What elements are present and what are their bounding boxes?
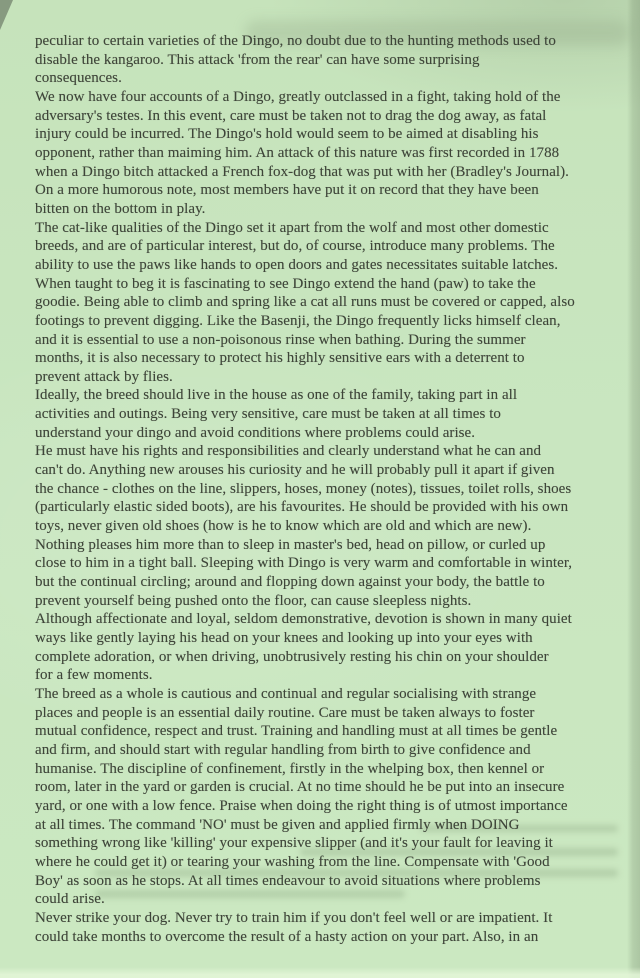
paragraph: [35, 32, 617, 88]
text-line: can't do. Anything new arouses his curiosity and he will probably pull it apart if given: [35, 462, 555, 479]
text-line: for a few moments.: [35, 667, 153, 684]
text-line: when a Dingo bitch attacked a French fox-dog that was put with her (Bradley's Journal).: [35, 163, 569, 180]
text-line: (particularly elastic sided boots), are his favourites. He should be provided with his own: [35, 499, 569, 516]
text-line: bitten on the bottom in play.: [35, 200, 206, 217]
page-right-edge-shadow: [627, 0, 640, 978]
text-line: The cat-like qualities of the Dingo set it apart from the wolf and most other domestic: [35, 219, 549, 236]
text-line: Boy' as soon as he stops. At all times endeavour to avoid situations where problems: [35, 872, 541, 889]
text-line: mutual confidence, respect and trust. Training and handling must at all times be gentle: [35, 723, 558, 740]
paragraph: [35, 610, 617, 685]
text-line: consequences.: [35, 70, 122, 87]
text-line: He must have his rights and responsibilities and clearly understand what he can and: [35, 443, 542, 460]
paragraph: [35, 219, 617, 387]
paragraph: [35, 909, 617, 946]
text-line: prevent yourself being pushed onto the floor, can cause sleepless nights.: [35, 592, 472, 609]
paragraph: [35, 442, 617, 610]
paragraph: [35, 386, 617, 442]
text-line: We now have four accounts of a Dingo, greatly outclassed in a fight, taking hold of the: [35, 88, 561, 105]
text-line: disable the kangaroo. This attack 'from the rear' can have some surprising: [35, 51, 480, 68]
text-line: ability to use the paws like hands to open doors and gates necessitates suitable latches.: [35, 256, 559, 273]
text-line: Although affectionate and loyal, seldom demonstrative, devotion is shown in many quiet: [35, 611, 572, 628]
text-line: room, later in the yard or garden is crucial. At no time should he be put into an insecure: [35, 779, 565, 796]
text-line: footings to prevent digging. Like the Basenji, the Dingo frequently licks himself clean,: [35, 312, 561, 329]
text-line: and firm, and should start with regular handling from birth to give confidence and: [35, 741, 531, 758]
text-line: Never strike your dog. Never try to train him if you don't feel well or are impatient. It: [35, 909, 553, 926]
page-text: [35, 32, 617, 946]
text-line: places and people is an essential daily routine. Care must be taken always to foster: [35, 704, 535, 721]
text-line: but the continual circling; around and flopping down against your body, the battle to: [35, 574, 545, 591]
text-line: understand your dingo and avoid conditions where problems could arise.: [35, 424, 476, 441]
text-line: activities and outings. Being very sensitive, care must be taken at all times to: [35, 406, 501, 423]
text-line: peculiar to certain varieties of the Dingo, no doubt due to the hunting methods used to: [35, 33, 556, 49]
text-line: toys, never given old shoes (how is he to know which are old and which are new).: [35, 518, 532, 535]
text-line: On a more humorous note, most members have put it on record that they have been: [35, 182, 539, 199]
text-line: ways like gently laying his head on your knees and looking up into your eyes with: [35, 630, 533, 646]
text-line: could take months to overcome the result of a hasty action on your part. Also, in an: [35, 928, 539, 945]
text-line: humanise. The discipline of confinement, firstly in the whelping box, then kennel or: [35, 760, 545, 777]
text-line: The breed as a whole is cautious and continual and regular socialising with strange: [35, 685, 537, 702]
text-line: prevent attack by flies.: [35, 368, 173, 385]
text-line: Nothing pleases him more than to sleep in master's bed, head on pillow, or curled up: [35, 536, 546, 553]
text-line: months, it is also necessary to protect his highly sensitive ears with a deterrent to: [35, 350, 525, 367]
text-line: Ideally, the breed should live in the house as one of the family, taking part in all: [35, 387, 518, 404]
text-line: something wrong like 'killing' your expensive slipper (and it's your fault for leaving it: [35, 835, 553, 852]
text-line: the chance - clothes on the line, slippers, hoses, money (notes), tissues, toilet rolls, shoes: [35, 480, 572, 497]
text-line: close to him in a tight ball. Sleeping with Dingo is very warm and comfortable in winter,: [35, 555, 573, 572]
text-line: where he could get it) or tearing your washing from the line. Compensate with 'Good: [35, 853, 550, 870]
text-line: at all times. The command 'NO' must be given and applied firmly when DOING: [35, 816, 520, 833]
text-line: goodie. Being able to climb and spring like a cat all runs must be covered or capped, also: [35, 294, 575, 311]
page-corner-shadow: [0, 0, 13, 30]
text-line: breeds, and are of particular interest, but do, of course, introduce many problems. The: [35, 238, 555, 255]
text-line: injury could be incurred. The Dingo's hold would seem to be aimed at disabling his: [35, 126, 539, 143]
text-line: opponent, rather than maiming him. An attack of this nature was first recorded in 1788: [35, 144, 560, 161]
text-line: adversary's testes. In this event, care must be taken not to drag the dog away, as fatal: [35, 107, 547, 124]
text-line: could arise.: [35, 891, 105, 908]
page-bottom-edge-highlight: [0, 967, 640, 978]
text-line: complete adoration, or when driving, unobtrusively resting his chin on your shoulder: [35, 648, 549, 665]
paragraph: [35, 88, 617, 219]
text-line: and it is essential to use a non-poisonous rinse when bathing. During the summer: [35, 331, 526, 348]
paragraph: [35, 685, 617, 909]
text-line: yard, or one with a low fence. Praise when doing the right thing is of utmost importance: [35, 797, 568, 814]
text-line: When taught to beg it is fascinating to see Dingo extend the hand (paw) to take the: [35, 275, 536, 292]
